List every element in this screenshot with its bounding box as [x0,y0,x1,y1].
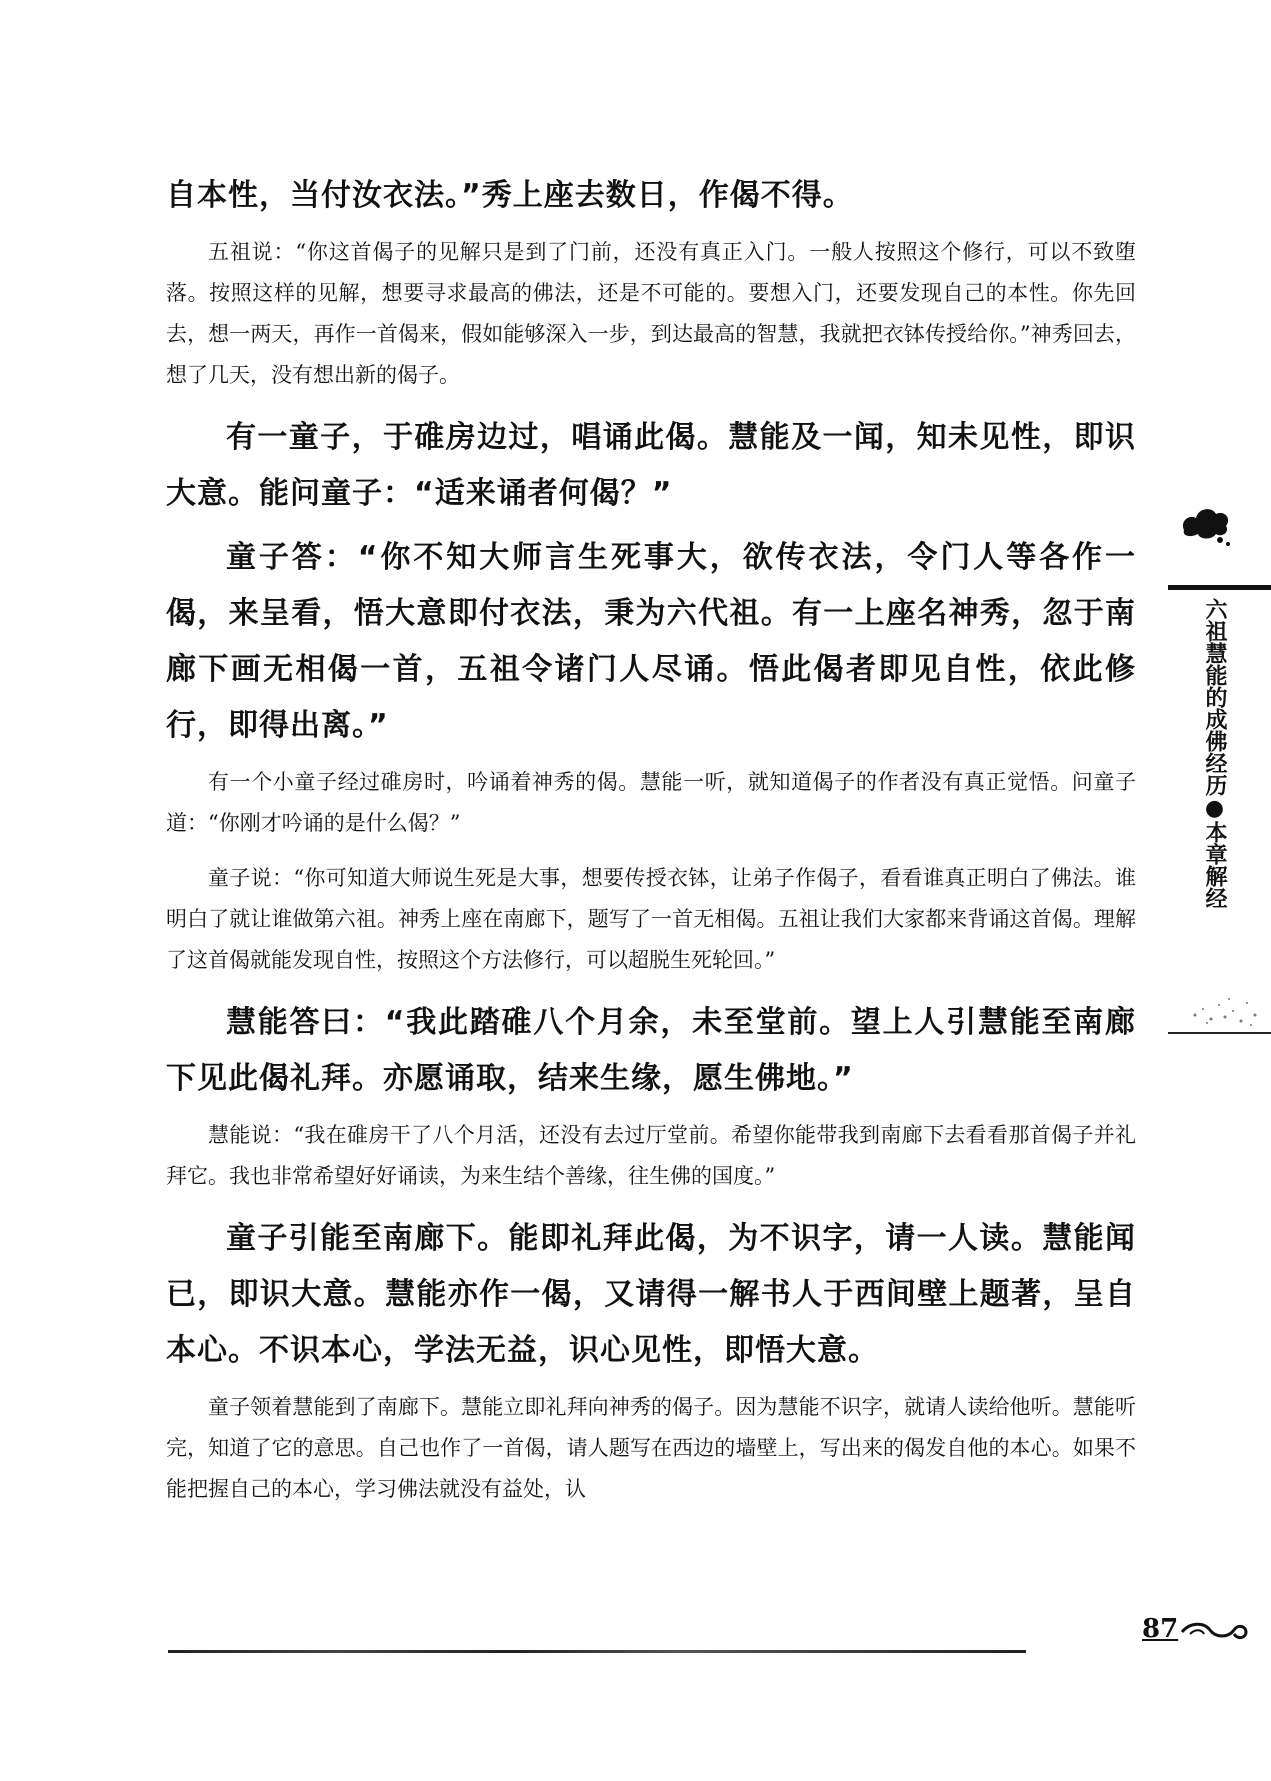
page-number-ornament-icon [1180,1618,1250,1644]
translation-paragraph: 童子领着慧能到了南廊下。慧能立即礼拜向神秀的偈子。因为慧能不识字，就请人读给他听。慧能听完，知道了它的意思。自己也作了一首偈，请人题写在西边的墙壁上，写出来的偈发自他的本心。如果不能把握自己的本心，学习佛法就没有益处，认 [166,1395,1136,1501]
sidebar-running-title [1196,598,1226,909]
sidebar-top-rule [1168,585,1271,590]
original-text-paragraph: 慧能答曰：“我此踏碓八个月余，未至堂前。望上人引慧能至南廊下见此偈礼拜。亦愿诵取，结来生缘，愿生佛地。” [166,1005,1136,1096]
sidebar-separator: ● [1202,796,1227,821]
decorative-texture-icon [1185,975,1265,1030]
translation-paragraph: 慧能说：“我在碓房干了八个月活，还没有去过厅堂前。希望你能带我到南廊下去看看那首偈子并礼拜它。我也非常希望好好诵读，为来生结个善缘，往生佛的国度。” [166,1123,1136,1188]
cloud-ornament-icon [1178,500,1234,548]
translation-paragraph: 有一个小童子经过碓房时，吟诵着神秀的偈。慧能一听，就知道偈子的作者没有真正觉悟。问童子道：“你刚才吟诵的是什么偈？” [166,770,1136,835]
translation-paragraph: 童子说：“你可知道大师说生死是大事，想要传授衣钵，让弟子作偈子，看看谁真正明白了佛法。谁明白了就让谁做第六祖。神秀上座在南廊下，题写了一首无相偈。五祖让我们大家都来背诵这首偈。理解了这首偈就能发现自性，按照这个方法修行，可以超脱生死轮回。” [166,866,1136,972]
translation-paragraph: 五祖说：“你这首偈子的见解只是到了门前，还没有真正入门。一般人按照这个修行，可以不致堕落。按照这样的见解，想要寻求最高的佛法，还是不可能的。要想入门，还要发现自己的本性。你先回去，想一两天，再作一首偈来，假如能够深入一步，到达最高的智慧，我就把衣钵传授给你。”神秀回去，想了几天，没有想出新的偈子。 [166,240,1136,387]
original-text-paragraph: 有一童子，于碓房边过，唱诵此偈。慧能及一闻，知未见性，即识大意。能问童子：“适来诵者何偈？” [166,420,1136,511]
original-text-paragraph: 童子答：“你不知大师言生死事大，欲传衣法，令门人等各作一偈，来呈看，悟大意即付衣法，秉为六代祖。有一上座名神秀，忽于南廊下画无相偈一首，五祖令诸门人尽诵。悟此偈者即见自性，依此修行，即得出离。” [166,540,1136,743]
page-number: 87 [1142,1614,1179,1644]
original-text-paragraph: 自本性，当付汝衣法。”秀上座去数日，作偈不得。 [166,178,854,213]
sidebar-chapter-title: 六祖慧能的成佛经历 [1202,598,1227,796]
sidebar-bottom-rule [1168,1032,1271,1034]
page-body [166,168,1136,1524]
footer-rule [168,1650,1026,1653]
sidebar-section-title: 本章解经 [1202,821,1227,909]
original-text-paragraph: 童子引能至南廊下。能即礼拜此偈，为不识字，请一人读。慧能闻已，即识大意。慧能亦作一偈，又请得一解书人于西间壁上题著，呈自本心。不识本心，学法无益，识心见性，即悟大意。 [166,1221,1136,1368]
